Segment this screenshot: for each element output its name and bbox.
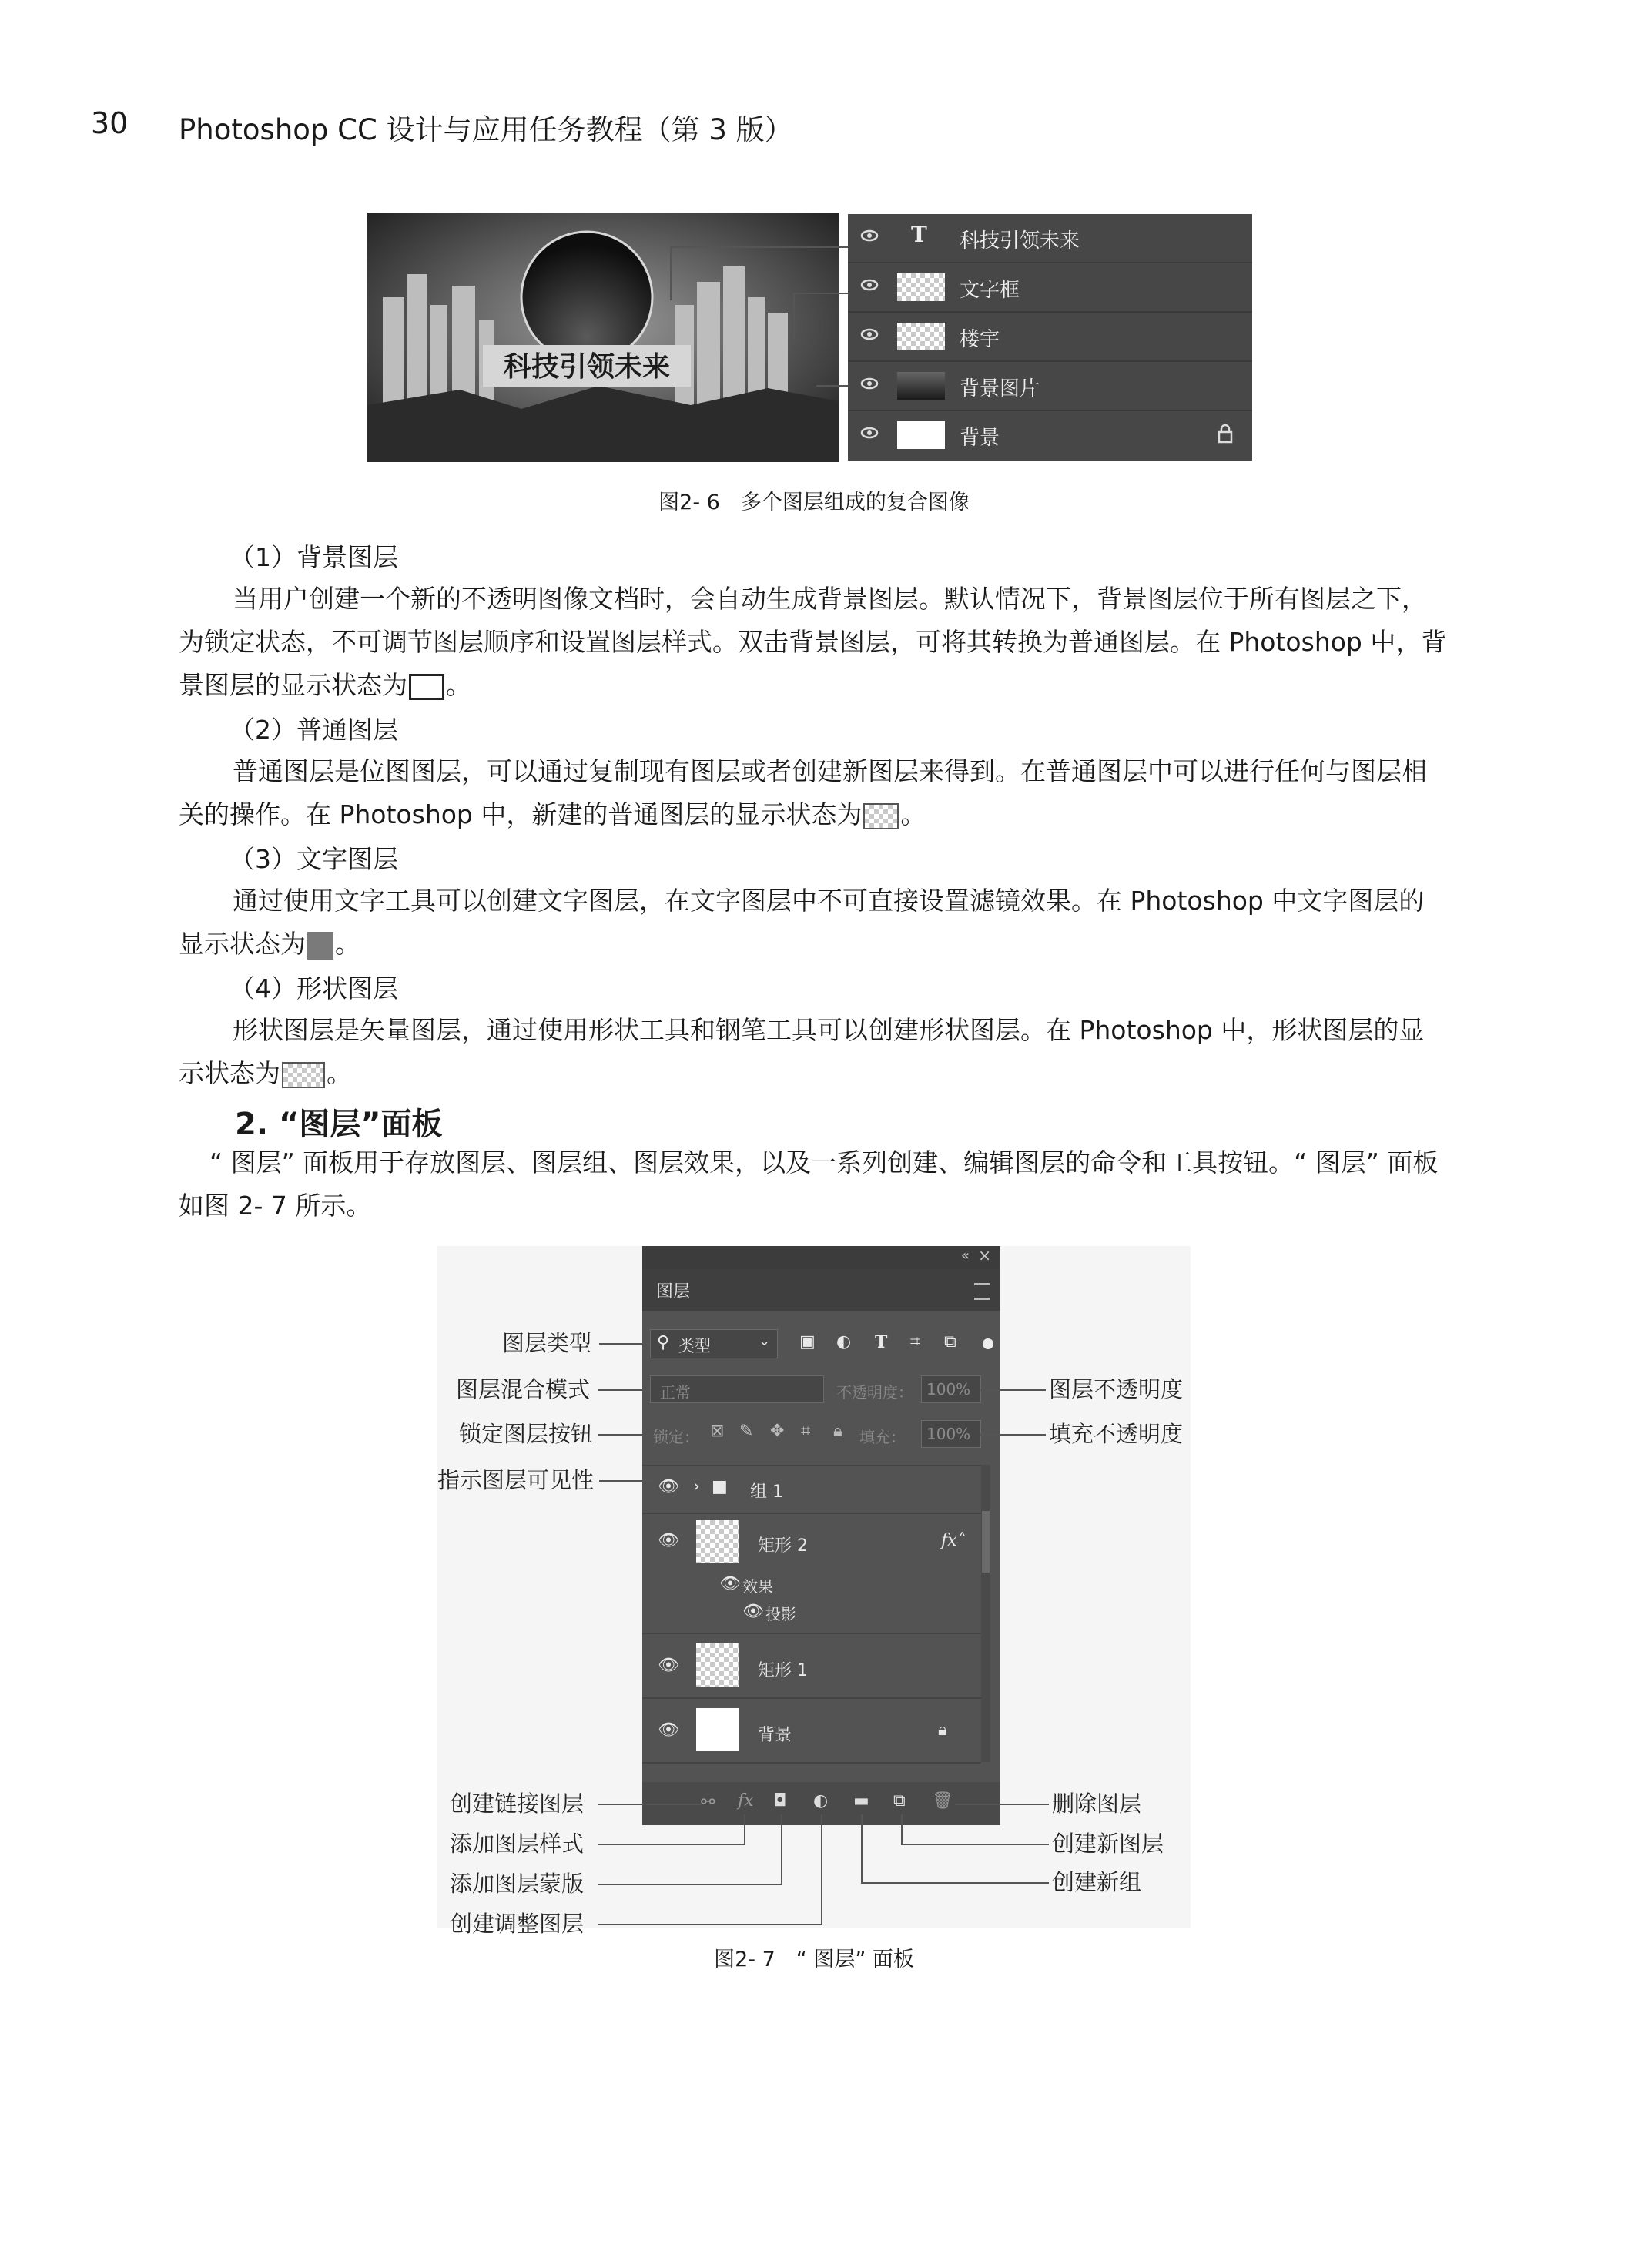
type-filter-icon[interactable]: T [875, 1332, 888, 1352]
shape-thumbnail [897, 273, 945, 301]
book-title: Photoshop CC 设计与应用任务教程（第 3 版） [179, 113, 793, 146]
fill-label: 填充： [859, 1428, 906, 1446]
blend-mode-value: 正常 [660, 1383, 691, 1402]
callout-lock-buttons: 锁定图层按钮 [459, 1421, 594, 1447]
layer-row-background[interactable] [642, 1699, 981, 1764]
callout-opacity: 图层不透明度 [1049, 1376, 1184, 1402]
subheading: （2）普通图层 [229, 715, 398, 745]
opacity-label: 不透明度： [836, 1383, 913, 1402]
callout-new-group: 创建新组 [1052, 1869, 1142, 1895]
page-number: 30 [91, 106, 129, 140]
shape-thumbnail [696, 1520, 739, 1563]
eye-icon[interactable] [860, 228, 879, 246]
layer-mask-icon[interactable]: ◘ [773, 1791, 787, 1811]
lock-all-icon[interactable]: 🔒︎ [833, 1422, 842, 1441]
filter-toggle-icon[interactable] [983, 1338, 993, 1349]
paragraph: 形状图层是矢量图层，通过使用形状工具和钢笔工具可以创建形状图层。在 Photoshop 中，形状图层的显示状态为 。 [179, 1015, 1425, 1088]
shape-layer-icon [282, 1062, 325, 1088]
link-layers-icon[interactable]: ⚯ [701, 1793, 715, 1812]
layer-name: 文字框 [960, 279, 1020, 302]
callout-link-layers: 创建链接图层 [450, 1791, 585, 1817]
eye-icon[interactable]: 👁︎ [719, 1574, 741, 1593]
image-headline: 科技引领未来 [503, 351, 671, 383]
layer-row-rect2[interactable] [642, 1513, 981, 1634]
layer-name: 组 1 [750, 1482, 783, 1502]
fx-badge[interactable]: fx [941, 1531, 957, 1550]
callout-blend-mode: 图层混合模式 [456, 1376, 591, 1402]
composite-image [367, 213, 839, 462]
filter-kind-select[interactable] [650, 1329, 778, 1358]
filter-label: 类型 [678, 1337, 711, 1355]
search-icon: ⚲ [657, 1333, 670, 1352]
panel-titlebar [642, 1246, 1000, 1269]
chevron-right-icon[interactable]: › [693, 1477, 700, 1496]
opacity-input[interactable] [921, 1375, 981, 1403]
fill-input[interactable] [921, 1420, 981, 1448]
callout-delete-layer: 删除图层 [1052, 1791, 1142, 1817]
text-layer-icon: T [911, 222, 927, 247]
callout-layer-style: 添加图层样式 [450, 1831, 585, 1857]
layer-name: 背景 [960, 427, 1000, 450]
eye-icon[interactable]: 👁︎ [658, 1531, 679, 1550]
scrollbar[interactable] [981, 1465, 990, 1762]
eye-icon[interactable] [860, 327, 879, 345]
background-thumbnail [696, 1708, 739, 1751]
panel-menu-icon[interactable] [974, 1283, 990, 1300]
fill-value: 100% [926, 1425, 971, 1443]
pixel-filter-icon[interactable]: ▣ [799, 1332, 816, 1352]
folder-icon: ■ [712, 1477, 728, 1496]
drop-shadow-label: 投影 [765, 1605, 796, 1623]
figure-caption: 图2- 7 “ 图层” 面板 [714, 1948, 914, 1972]
section-title: 2. “图层”面板 [235, 1107, 443, 1142]
eye-icon[interactable] [860, 376, 879, 394]
paragraph: 普通图层是位图图层，可以通过复制现有图层或者创建新图层来得到。在普通图层中可以进行任何与图层相关的操作。在 Photoshop 中，新建的普通图层的显示状态为 。 [179, 756, 1427, 829]
background-layer-icon [409, 674, 444, 700]
panel-tab-bar [642, 1269, 1000, 1311]
lock-position-icon[interactable]: ✥ [770, 1422, 785, 1441]
layer-row-shape[interactable] [848, 263, 1252, 313]
opacity-value: 100% [926, 1380, 971, 1399]
panel-tab-layers[interactable]: 图层 [656, 1282, 691, 1302]
chevron-down-icon: ⌄ [759, 1333, 771, 1349]
paragraph: 当用户创建一个新的不透明图像文档时，会自动生成背景图层。默认情况下，背景图层位于所有图层之下，为锁定状态，不可调节图层顺序和设置图层样式。双击背景图层，可将其转换为普通图层。在 Photoshop 中，背景图层的显示状态为 。 [179, 584, 1447, 700]
subheading: （1）背景图层 [229, 542, 398, 572]
paragraph: “ 图层” 面板用于存放图层、图层组、图层效果，以及一系列创建、编辑图层的命令和工具按钮。“ 图层” 面板如图 2- 7 所示。 [179, 1147, 1439, 1221]
subheading: （4）形状图层 [229, 973, 398, 1003]
eye-icon[interactable] [860, 425, 879, 444]
collapse-icon[interactable]: « [960, 1248, 970, 1264]
figure-caption: 图2- 6 多个图层组成的复合图像 [658, 491, 970, 514]
trash-icon[interactable]: 🗑︎ [932, 1791, 953, 1811]
image-thumbnail [897, 372, 945, 400]
lock-icon: 🔒︎ [938, 1720, 947, 1740]
layer-name: 科技引领未来 [960, 229, 1080, 253]
blend-mode-select[interactable] [650, 1375, 824, 1403]
close-icon[interactable]: × [978, 1246, 991, 1265]
chevron-up-icon[interactable]: ˄ [958, 1531, 966, 1550]
smart-object-filter-icon[interactable]: ⧉ [944, 1332, 956, 1352]
layer-row-buildings[interactable] [848, 313, 1252, 362]
lock-artboard-icon[interactable]: ⌗ [801, 1422, 811, 1441]
text-layer-icon: T [307, 932, 333, 960]
background-thumbnail [897, 421, 945, 449]
lock-transparent-icon[interactable]: ⊠ [710, 1422, 725, 1441]
layer-row-bg-image[interactable] [848, 362, 1252, 411]
adjustment-filter-icon[interactable]: ◐ [836, 1332, 852, 1352]
effects-label: 效果 [742, 1577, 773, 1596]
subheading: （3）文字图层 [229, 844, 398, 874]
shape-thumbnail [696, 1643, 739, 1687]
lock-icon [1217, 424, 1234, 447]
layer-thumbnail [897, 323, 945, 350]
layer-name: 楼宇 [960, 328, 1000, 351]
eye-icon[interactable]: 👁︎ [658, 1656, 679, 1675]
layer-row-background[interactable] [848, 411, 1252, 459]
new-group-icon[interactable]: ▬ [853, 1791, 869, 1811]
layer-row-rect1[interactable] [642, 1634, 981, 1699]
layer-name: 背景图片 [960, 377, 1040, 400]
callout-new-layer: 创建新图层 [1052, 1831, 1164, 1857]
adjustment-layer-icon[interactable]: ◐ [813, 1791, 829, 1811]
layer-row-text[interactable] [848, 214, 1252, 263]
eye-icon[interactable]: 👁︎ [742, 1602, 764, 1621]
normal-layer-icon [863, 803, 899, 829]
layer-name: 背景 [758, 1726, 792, 1745]
layer-name: 矩形 2 [758, 1536, 808, 1556]
layer-style-icon[interactable]: fx [738, 1791, 754, 1811]
callout-adjustment-layer: 创建调整图层 [450, 1911, 585, 1937]
callout-fill: 填充不透明度 [1049, 1421, 1184, 1447]
lock-pixels-icon[interactable]: ✎ [739, 1422, 754, 1441]
eye-icon[interactable]: 👁︎ [658, 1477, 679, 1496]
layer-row-group[interactable] [642, 1465, 981, 1514]
layers-panel-small [848, 214, 1252, 461]
paragraph: 通过使用文字工具可以创建文字图层，在文字图层中不可直接设置滤镜效果。在 Photoshop 中文字图层的显示状态为 T。 [179, 886, 1425, 959]
lock-label: 锁定： [653, 1428, 699, 1446]
new-layer-icon[interactable]: ⧉ [893, 1791, 906, 1811]
shape-filter-icon[interactable]: ⌗ [910, 1332, 920, 1352]
eye-icon[interactable]: 👁︎ [658, 1720, 679, 1740]
layer-name: 矩形 1 [758, 1661, 808, 1680]
callout-layer-type: 图层类型 [502, 1330, 592, 1356]
callout-layer-mask: 添加图层蒙版 [450, 1871, 585, 1897]
callout-visibility: 指示图层可见性 [437, 1467, 595, 1493]
eye-icon[interactable] [860, 277, 879, 296]
